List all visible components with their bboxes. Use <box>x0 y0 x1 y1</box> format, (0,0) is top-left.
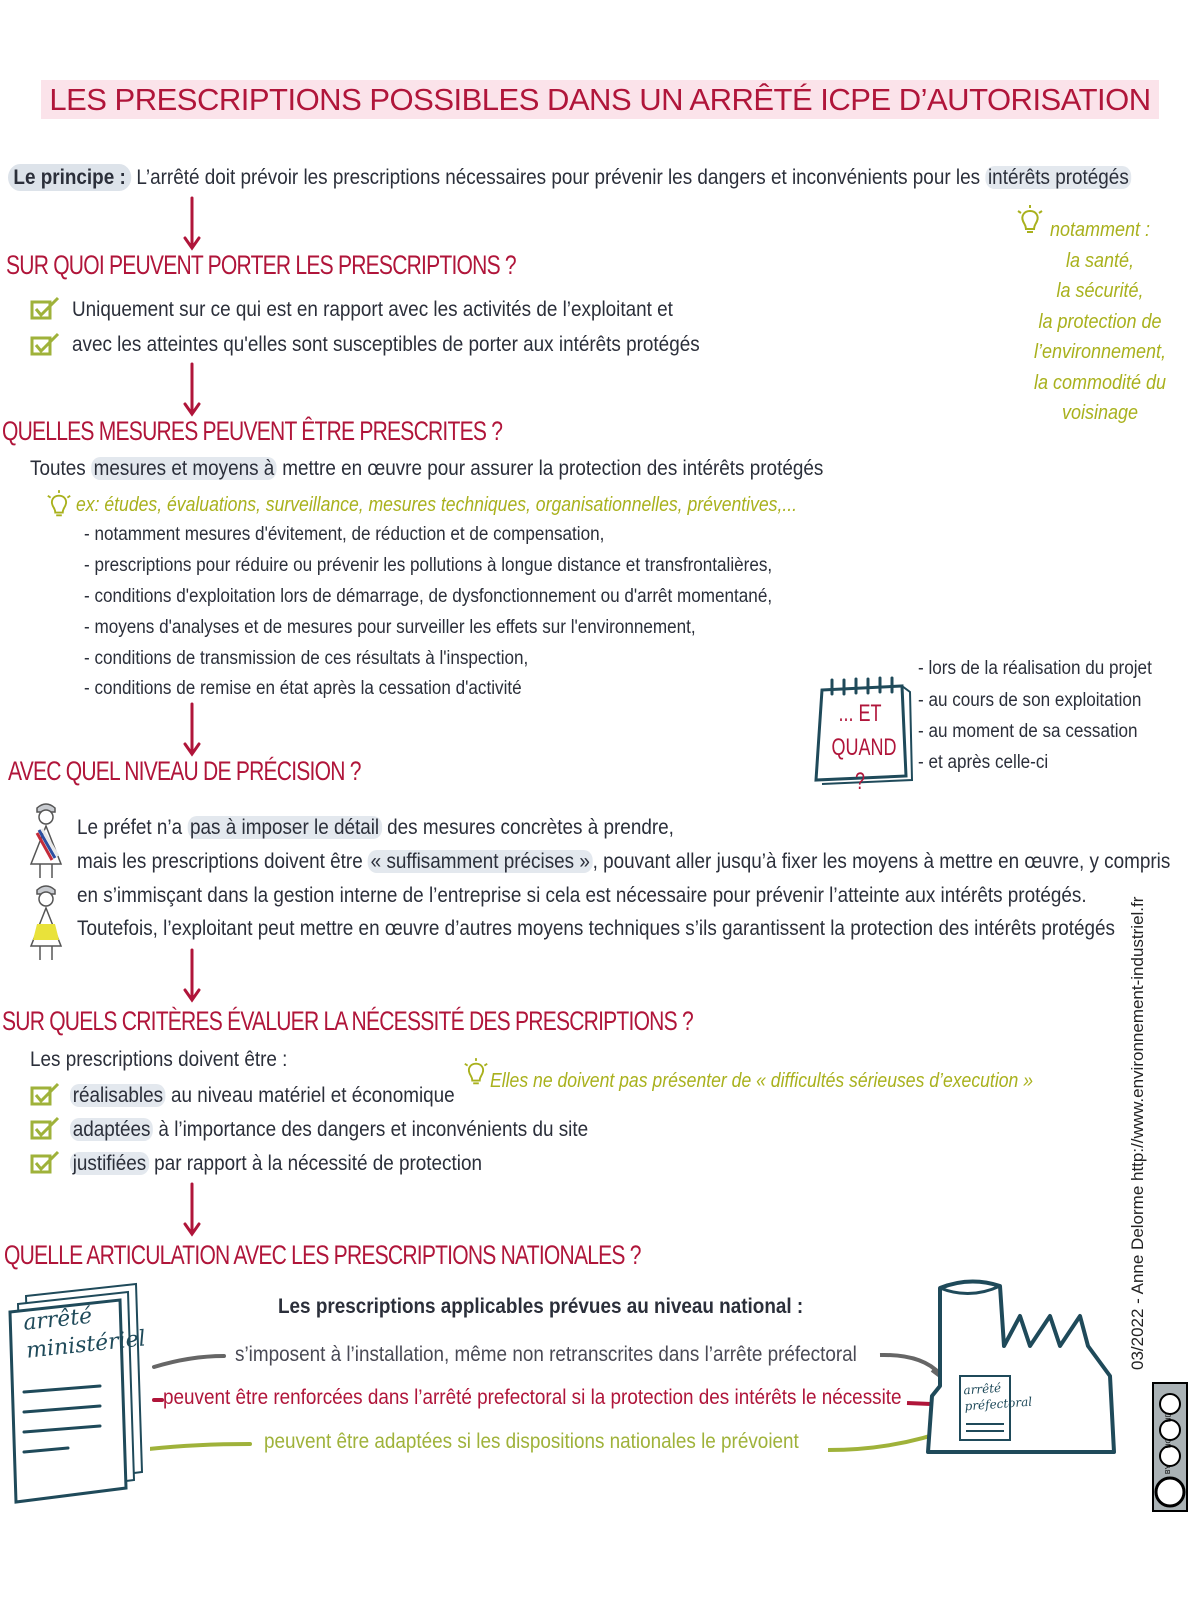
section4-item-text: par rapport à la nécessité de protection <box>148 1152 482 1175</box>
quand-label <box>831 697 897 799</box>
quand-label-line: QUAND ? <box>831 734 897 795</box>
quand-item: - au moment de sa cessation <box>918 721 1138 742</box>
section5-line-gray: s’imposent à l’installation, même non retranscrites dans l’arrête préfectoral <box>235 1343 857 1366</box>
section4-item <box>70 1152 482 1176</box>
section2-list-item: - moyens d'analyses et de mesures pour surveiller les effets sur l'environnement, <box>84 617 696 638</box>
section4-item-text: au niveau matériel et économique <box>165 1084 455 1107</box>
principe-line <box>8 166 1131 190</box>
section2-heading: QUELLES MESURES PEUVENT ÊTRE PRESCRITES ? <box>2 416 503 446</box>
factory-icon <box>920 1276 1120 1458</box>
section5-line-green: peuvent être adaptées si les dispositions nationales le prévoient <box>264 1430 799 1453</box>
section4-item <box>70 1084 455 1108</box>
principe-highlight: intérêts protégés <box>985 166 1131 189</box>
ministerial-decree-label-line: arrêté <box>22 1303 94 1336</box>
side-note-line: la commodité du <box>1033 371 1167 394</box>
section3-text: mais les prescriptions doivent être <box>77 850 368 873</box>
section5-intro: Les prescriptions applicables prévues au niveau national : <box>278 1295 804 1318</box>
down-arrow-icon <box>182 948 202 1004</box>
quand-item: - au cours de son exploitation <box>918 690 1142 711</box>
checkbox-icon <box>30 332 60 358</box>
prefectoral-decree-label-line: arrêté <box>963 1380 1002 1398</box>
section2-intro <box>30 457 823 481</box>
prefectoral-decree-label-line: préfectoral <box>964 1394 1033 1414</box>
section1-item: avec les atteintes qu'elles sont susceptibles de porter aux intérêts protégés <box>72 333 700 356</box>
side-note-line: l’environnement, <box>1033 341 1167 363</box>
section2-intro-highlight: mesures et moyens à <box>91 457 277 480</box>
section5-line-red: peuvent être renforcées dans l’arrêté prefectoral si la protection des intérêts le nécessite <box>163 1386 902 1409</box>
section3-line1 <box>77 816 674 840</box>
checkbox-icon <box>30 1082 60 1108</box>
section3-highlight: pas à imposer le détail <box>187 816 382 839</box>
principe-text: L’arrêté doit prévoir les prescriptions nécessaires pour prévenir les dangers et inconvénients pour les <box>136 166 986 189</box>
down-arrow-icon <box>182 362 202 418</box>
side-note-line: la protection de <box>1038 310 1162 333</box>
section4-item-text: à l’importance des dangers et inconvénients du site <box>153 1118 589 1141</box>
section2-list-item: - prescriptions pour réduire ou prévenir les pollutions à longue distance et transfrontalières, <box>84 555 773 576</box>
section3-line4: Toutefois, l’exploitant peut mettre en œuvre d’autres moyens techniques s’ils garantissent la protection des intérêts protégés <box>77 917 1115 940</box>
section1-heading: SUR QUOI PEUVENT PORTER LES PRESCRIPTIONS ? <box>6 250 516 280</box>
section3-line2 <box>77 850 1170 874</box>
section2-list-item: - conditions de remise en état après la cessation d'activité <box>84 678 522 699</box>
section3-highlight: « suffisamment précises » <box>368 850 593 873</box>
section3-text: , pouvant aller jusqu’à fixer les moyens à mettre en œuvre, y compris <box>592 850 1171 873</box>
down-arrow-icon <box>182 702 202 758</box>
quand-item: - lors de la réalisation du projet <box>918 658 1152 679</box>
cc-label-by: BY <box>1165 1464 1173 1475</box>
section4-item <box>70 1118 588 1142</box>
prefect-figure-icon <box>25 800 67 880</box>
section2-list-item: - conditions d'exploitation lors de démarrage, de dysfonctionnement ou d'arrêt momentané, <box>84 586 773 607</box>
section3-line3: en s’immisçant dans la gestion interne de l’entreprise si cela est nécessaire pour prévenir l’atteinte aux intérêts protégés. <box>77 884 1087 907</box>
checkbox-icon <box>30 1116 60 1142</box>
section2-intro-text: Toutes <box>30 457 91 480</box>
prefectoral-decree-label <box>963 1378 1033 1415</box>
side-note-line: notamment : <box>1049 219 1151 241</box>
side-note-line: voisinage <box>1061 402 1139 424</box>
quand-label-line: ... ET <box>838 700 882 727</box>
section2-list-item: - notamment mesures d'évitement, de réduction et de compensation, <box>84 524 605 545</box>
operator-figure-icon <box>25 882 67 962</box>
cc-label-nc: NC <box>1165 1438 1173 1449</box>
side-note-line: la santé, <box>1065 249 1135 272</box>
side-note-line: la sécurité, <box>1056 280 1144 302</box>
checkbox-icon <box>30 296 60 322</box>
quand-item: - et après celle-ci <box>918 752 1049 773</box>
ministerial-decree-label-line: ministériel <box>25 1326 147 1364</box>
cc-label-nd: ND <box>1165 1412 1173 1423</box>
lightbulb-icon <box>45 490 73 522</box>
section1-item: Uniquement sur ce qui est en rapport avec les activités de l’exploitant et <box>72 298 673 321</box>
section4-note: Elles ne doivent pas présenter de « difficultés sérieuses d’execution » <box>490 1070 1033 1092</box>
credit-text: 03/2022 - Anne Delorme http://www.environnement-industriel.fr <box>1128 896 1147 1370</box>
section2-list-item: - conditions de transmission de ces résultats à l'inspection, <box>84 648 529 669</box>
section4-item-highlight: réalisables <box>70 1084 166 1107</box>
down-arrow-icon <box>182 1182 202 1238</box>
page-title <box>0 82 1200 118</box>
section5-heading: QUELLE ARTICULATION AVEC LES PRESCRIPTIONS NATIONALES ? <box>4 1240 641 1270</box>
section4-item-highlight: adaptées <box>70 1118 153 1141</box>
lightbulb-icon <box>462 1058 490 1090</box>
section3-heading: AVEC QUEL NIVEAU DE PRÉCISION ? <box>8 756 361 786</box>
side-note <box>1019 215 1181 429</box>
checkbox-icon <box>30 1150 60 1176</box>
section3-text: des mesures concrètes à prendre, <box>381 816 674 839</box>
section2-intro-text: mettre en œuvre pour assurer la protection des intérêts protégés <box>277 457 824 480</box>
principe-label: Le principe : <box>8 164 131 191</box>
cc-license-badge <box>1152 1382 1188 1512</box>
section3-text: Le préfet n’a <box>77 816 188 839</box>
section4-item-highlight: justifiées <box>70 1152 149 1175</box>
down-arrow-icon <box>182 196 202 252</box>
section4-heading: SUR QUELS CRITÈRES ÉVALUER LA NÉCESSITÉ DES PRESCRIPTIONS ? <box>2 1006 693 1036</box>
section4-intro: Les prescriptions doivent être : <box>30 1048 288 1071</box>
page-title-text: LES PRESCRIPTIONS POSSIBLES DANS UN ARRÊTÉ ICPE D’AUTORISATION <box>41 80 1158 119</box>
section2-note: ex: études, évaluations, surveillance, mesures techniques, organisationnelles, préventives,... <box>76 494 798 516</box>
